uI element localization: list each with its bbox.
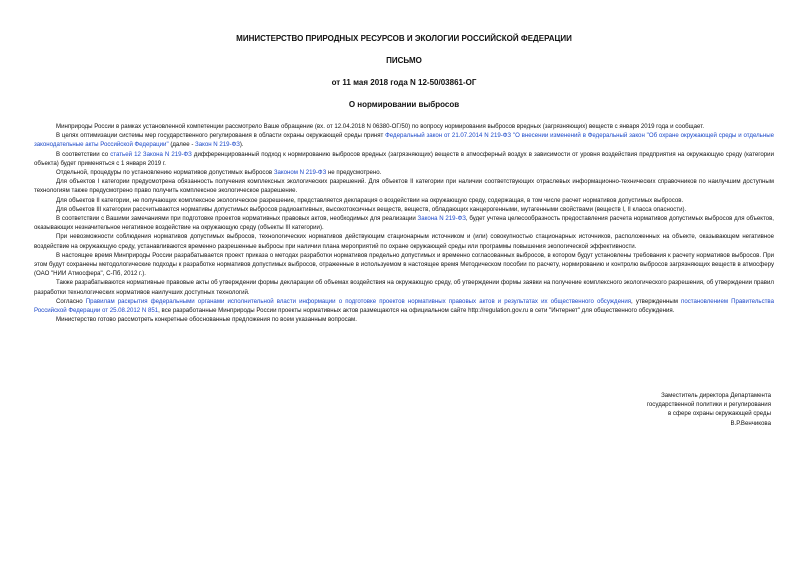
- paragraph-8-text-start: В соответствии с Вашими замечаниями при подготовке проектов нормативных правовых актов, необходимых для реализации: [56, 215, 418, 223]
- paragraph-12-text-middle: , утвержденным: [631, 297, 682, 305]
- disclosure-rules-link[interactable]: Правилам раскрытия федеральными органами исполнительной власти информации о подготовке проектов нормативных правовых актов и результатах их общественного обсуждения: [85, 297, 632, 305]
- paragraph-6: Для объектов II категории, не получающих комплексное экологическое разрешение, представляется декларация о воздействии на окружающую среду, содержащая, в том числе расчет нормативов допустимых выбросов.: [56, 196, 684, 204]
- document-page: [34, 22, 774, 324]
- paragraph-2-text-end: ).: [239, 141, 244, 149]
- signatory-position-line-2: государственной политики и регулирования: [646, 401, 771, 409]
- federal-law-219-link[interactable]: Федеральный закон от 21.07.2014 N 219-ФЗ "О внесении изменений в Федеральный закон "Об охране окружающей среды и отдельные законодательные акты Российской Федерации": [34, 132, 774, 149]
- paragraph-9: При невозможности соблюдения нормативов допустимых выбросов, технологических нормативов действующим стационарным источником и (или) совокупностью стационарных источников, расположенных на объекте, оказывающем негативное воздействие на окружающую среду, устанавливаются временно разрешенные выбросы при наличии плана мероприятий по охране окружающей среды или программы повышения экологической эффективности.: [34, 233, 774, 250]
- paragraph-8-text-end: , будет учтена целесообразность предоставления расчета нормативов допустимых выбросов для объектов, оказывающих незначительное негативное воздействие на окружающую среду (объекты III категории).: [34, 215, 775, 232]
- paragraph-4: [34, 168, 774, 177]
- letter-body: [34, 122, 774, 324]
- paragraph-11: Также разрабатываются нормативные правовые акты об утверждении формы декларации об объемах воздействия на окружающую среду, об утверждении формы заявки на получение комплексного экологического разрешения, об утверждении правил разработки технологических нормативов наилучших доступных технологий.: [34, 279, 774, 296]
- paragraph-3: [34, 150, 774, 168]
- paragraph-12: [34, 297, 774, 315]
- paragraph-3-text-start: В соответствии со: [56, 150, 111, 158]
- document-type: ПИСЬМО: [386, 56, 422, 65]
- law-219-link-2[interactable]: Законом N 219-ФЗ: [273, 169, 327, 177]
- paragraph-4-text-end: не предусмотрено.: [326, 169, 382, 177]
- document-date-number: от 11 мая 2018 года N 12-50/03861-ОГ: [331, 78, 477, 87]
- paragraph-2-text-middle: (далее -: [168, 141, 196, 149]
- paragraph-4-text-start: Отдельной, процедуры по установлению нормативов допустимых выбросов: [56, 169, 274, 177]
- government-resolution-851-link[interactable]: постановлением Правительства Российской Федерации от 25.08.2012 N 851: [34, 297, 774, 315]
- signatory-position-line-1: Заместитель директора Департамента: [661, 392, 771, 399]
- paragraph-12-text-start: Согласно: [56, 297, 86, 305]
- paragraph-2-text-start: В целях оптимизации системы мер государственного регулирования в области охраны окружающей среды принят: [56, 132, 386, 140]
- paragraph-5: Для объектов I категории предусмотрена обязанность получения комплексных экологических разрешений. Для объектов II категории при наличии соответствующих отраслевых информационно-технических справочников по наилучшим доступным технологиям также предусмотрено право получить комплексное экологическое разрешение.: [34, 178, 774, 195]
- paragraph-8: [34, 214, 774, 232]
- law-219-short-link[interactable]: Закон N 219-ФЗ: [195, 141, 240, 149]
- paragraph-1: Минприроды России в рамках установленной компетенции рассмотрело Ваше обращение (вх. от 12.04.2018 N 06380-ОГ/50) по вопросу нормирования выбросов вредных (загрязняющих) веществ с января 2019 года и сообщает.: [56, 123, 705, 130]
- paragraph-12-text-end: , все разработанные Минприроды России проекты нормативных актов размещаются на официальном сайте http://regulation.gov.ru в сети "Интернет" для общественного обсуждения.: [158, 307, 675, 315]
- article-12-link[interactable]: статьей 12 Закона N 219-ФЗ: [110, 150, 192, 158]
- document-subject: О нормировании выбросов: [348, 100, 460, 109]
- signature-block: [647, 391, 771, 428]
- paragraph-7: Для объектов III категории рассчитываются нормативы допустимых выбросов радиоактивных, высокотоксичных веществ, веществ, обладающих канцерогенными, мутагенными свойствами (веществ I, II класса опасности).: [56, 205, 687, 213]
- law-219-link-3[interactable]: Закона N 219-ФЗ: [417, 215, 466, 223]
- paragraph-10: В настоящее время Минприроды России разрабатывается проект приказа о методах разработки нормативов предельно допустимых и временно согласованных выбросов, в котором будут установлены требования к расчету нормативов выбросов. При этом будут сохранены методологические подходы к разработке нормативов допустимых выбросов, отраженные в используемом в настоящее время Методическом пособии по расчету, нормированию и контролю выбросов загрязняющих веществ в атмосферу (ОАО "НИИ Атмосфера", С-Пб, 2012 г.).: [34, 251, 774, 278]
- signatory-name: В.Р.Венчикова: [730, 419, 771, 427]
- ministry-heading: МИНИСТЕРСТВО ПРИРОДНЫХ РЕСУРСОВ И ЭКОЛОГИИ РОССИЙСКОЙ ФЕДЕРАЦИИ: [236, 34, 572, 43]
- signatory-position-line-3: в сфере охраны окружающей среды: [667, 410, 771, 418]
- paragraph-2: [34, 131, 774, 149]
- paragraph-13: Министерство готово рассмотреть конкретные обоснованные предложения по всем указанным вопросам.: [56, 316, 357, 324]
- paragraph-3-text-end: дифференцированный подход к нормированию выбросов вредных (загрязняющих) веществ в атмосферный воздух в зависимости от уровня воздействия предприятия на окружающую среду (категории объекта) будет применяться с 1 января 2019 г.: [34, 150, 774, 167]
